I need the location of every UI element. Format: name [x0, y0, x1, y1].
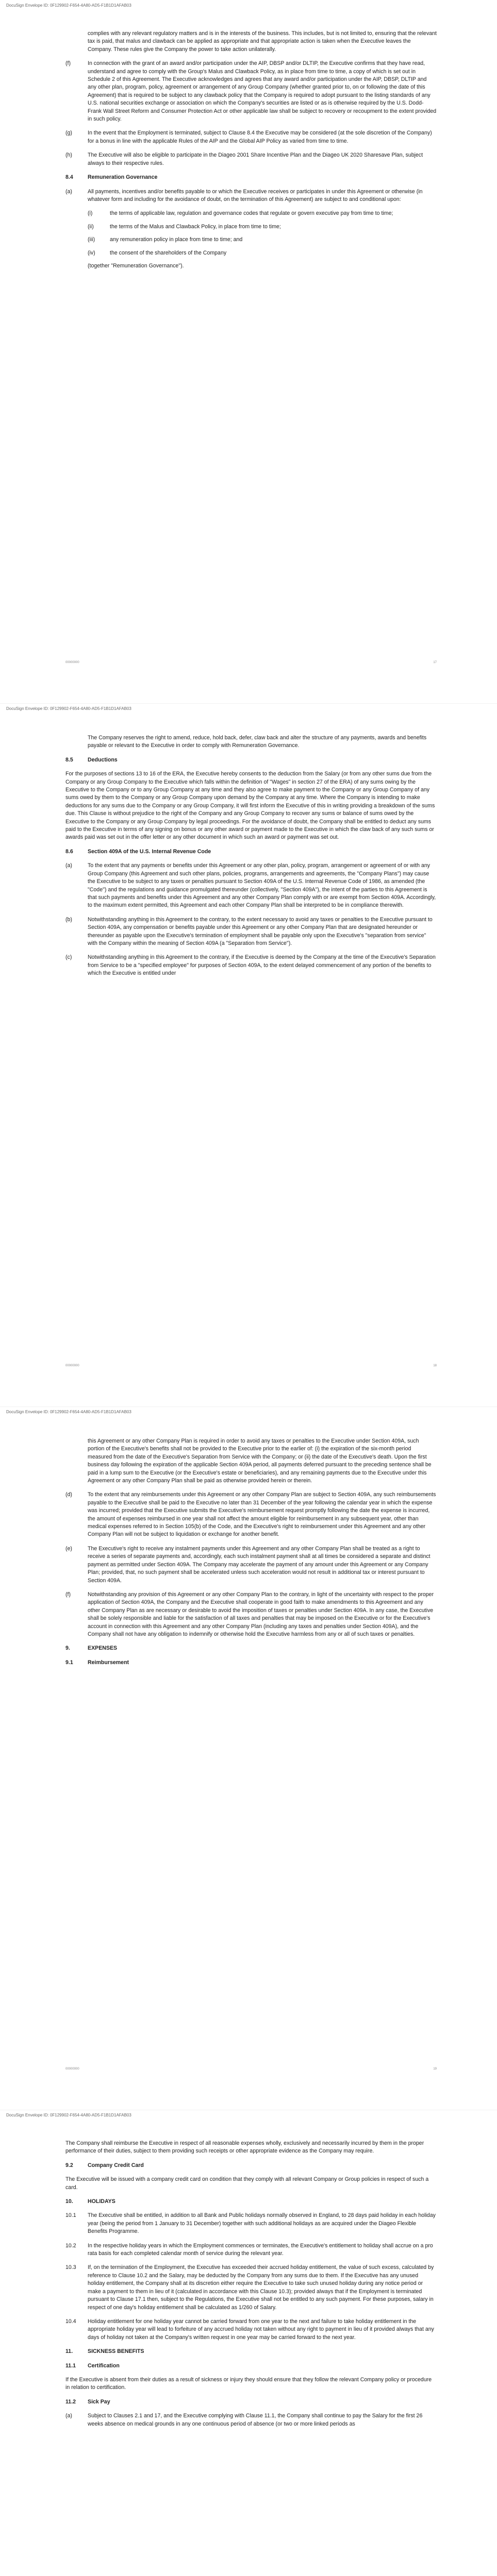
- clause-b: (b) Notwithstanding anything in this Agreement to the contrary, to the extent necessary to avoid any taxes or penalties to the Executive pursuant to Section 409A, any compensation or benefits payable under this Agreement or any other Company Plan that are designated hereunder or thereunder as payable upon the Executive's termination of employment shall be payable only upon the Executive's "separation from service" with the Company within the meaning of Section 409A (a "Separation from Service").: [65, 916, 433, 946]
- page-1: [0, 0, 497, 703]
- clause-10-1: 10.1 The Executive shall be entitled, in addition to all Bank and Public holidays normally observed in England, to 28 days paid holiday in each holiday year (being the period from 1 January to 31 December) together with such additional holidays as are acquired under the Diageo Flexible Benefits Programme.: [65, 2212, 436, 2235]
- page-3: [0, 1406, 497, 2110]
- section-heading-11-1: 11.1 Certification: [65, 2362, 120, 2369]
- paragraph: If the Executive is absent from their duties as a result of sickness or injury they should ensure that they follow the relevant Company policy or procedure in relation to certification.: [65, 2376, 432, 2391]
- section-heading-8-4: 8.4 Remuneration Governance: [65, 174, 158, 181]
- envelope-id: DocuSign Envelope ID: 0F129902-F654-4A80-AD5-F1B1D1AFAB03: [6, 706, 131, 711]
- footer-code: 00000000: [65, 661, 79, 664]
- page-separator: [0, 703, 497, 704]
- clause-10-3: 10.3 If, on the termination of the Employment, the Executive has exceeded their accrued holiday entitlement, the value of such excess, calculated by reference to Clause 10.2 and the Salary, may be deducted by the Company from any sums due to them. If the Executive has any unused holiday entitlement, the Company shall at its discretion either require the Executive to take such unused holiday during any notice period or make a payment to them in lieu of it (calculated in accordance with this Clause 10.3); provided always that if the Employment is terminated pursuant to Clause 17.1 then, subject to the Regulations, the Executive shall not be entitled to any such payment. For these purposes, salary in respect of one day's holiday entitlement shall be calculated as 1/260 of Salary.: [65, 2264, 434, 2311]
- clause-f: (f) Notwithstanding any provision of this Agreement or any other Company Plan to the contrary, in light of the uncertainty with respect to the proper application of Section 409A, the Company and the Executive shall cooperate in good faith to make amendments to this Agreement and any other Company Plan as are necessary or desirable to avoid the imposition of taxes or penalties under Section 409A. In any case, the Executive shall be solely responsible and liable for the satisfaction of all taxes and penalties that may be imposed on the Executive or for the Executive's account in connection with this Agreement and any other Company Plan (including any taxes and penalties under Section 409A), and the Company shall not have any obligation to indemnify or otherwise hold the Executive harmless from any or all of such taxes or penalties.: [65, 1591, 434, 1637]
- paragraph: this Agreement or any other Company Plan is required in order to avoid any taxes or penalties to the Executive under Section 409A, such portion of the Executive's benefits shall not be provided to the Executive prior to the earlier of: (i) the expiration of the six-month period measured from the date of the Executive's Separation from Service with the Company; or (ii) the date of the Executive's death. Upon the first business day following the expiration of the applicable Section 409A period, all payments deferred pursuant to the preceding sentence shall be paid in a lump sum to the Executive (or the Executive's estate or beneficiaries), and any remaining payments due to the Executive under this Agreement or any other Company Plan shall be paid as otherwise provided herein or therein.: [88, 1438, 432, 1484]
- envelope-id: DocuSign Envelope ID: 0F129902-F654-4A80-AD5-F1B1D1AFAB03: [6, 3, 131, 8]
- section-heading-11-2: 11.2 Sick Pay: [65, 2398, 110, 2405]
- section-heading-8-5: 8.5 Deductions: [65, 756, 118, 763]
- page-1-content: [65, 30, 437, 276]
- clause-f: (f) In connection with the grant of an award and/or participation under the AIP, DBSP and/or DLTIP, the Executive confirms that they have read, understand and agree to comply with the Group's Malus and Clawback Policy, as in place from time to time, a copy of which is set out in Schedule 2 of this Agreement. The Executive acknowledges and agrees that any award and/or participation under the AIP, DBSP, DLTIP and any other plan, program, policy, agreement or arrangement of any Group Company (whether granted prior to, on or following the date of this Agreement) that is required to be subject to any clawback policy that the Company is required to adopt pursuant to the listing standards of any U.S. national securities exchange or association on which the Company's securities are listed or as is otherwise required by the U.S. Dodd-Frank Wall Street Reform and Consumer Protection Act or other applicable law shall be subject to recovery or recoupment to the extent provided in such policy.: [65, 60, 437, 123]
- page-4: [0, 2110, 497, 2576]
- paragraph: complies with any relevant regulatory matters and is in the interests of the business. This includes, but is not limited to, ensuring that the relevant tax is paid, that malus and clawback can be applied as appropriate and that appropriate action is taken when the Executive leaves the Company. These rules give the Company the power to take action unilaterally.: [88, 30, 437, 53]
- paragraph: The Company shall reimburse the Executive in respect of all reasonable expenses wholly, exclusively and necessarily incurred by them in the proper performance of their duties, subject to them providing such receipts or other appropriate evidence as the Company may require.: [65, 2140, 424, 2155]
- paragraph: For the purposes of sections 13 to 16 of the ERA, the Executive hereby consents to the deduction from the Salary (or from any other sums due from the Company or any Group Company to the Executive which falls within the definition of "Wages" in section 27 of the ERA) of any sums owing by the Executive to the Company or to any Group Company at any time and they also agree to make payment to the Company or any Group Company of any sums owed by them to the Company or any Group Company upon demand by the Company at any time. Where the Company is intending to make deductions for any sums due to the Company or any Group Company, it will first inform the Executive of this in writing providing a breakdown of the sums due. This Clause is without prejudice to the right of the Company and any Group Company to recover any sums or balance of sums owed by the Executive to the Company or any Group Company by legal proceedings. For the avoidance of doubt, the Company shall be entitled to deduct any sums paid to the Executive in terms of any signing on bonus or any other award or payment made to the Executive in which the claw back of any such sums or awards paid was set out in the offer letter or any other document in which such an award or payment was set out.: [65, 771, 435, 841]
- section-heading-9: 9. EXPENSES: [65, 1645, 118, 1652]
- footer-code: 00000000: [65, 2067, 79, 2071]
- section-heading-9-2: 9.2 Company Credit Card: [65, 2162, 144, 2168]
- clause-g: (g) In the event that the Employment is terminated, subject to Clause 8.4 the Executive may be considered (at the sole discretion of the Company) for a bonus in line with the applicable Rules of the AIP and the Global AIP Policy as varied from time to time.: [65, 130, 432, 144]
- clause-h: (h) The Executive will also be eligible to participate in the Diageo 2001 Share Incentive Plan and the Diageo UK 2020 Sharesave Plan, subject always to their respective rules.: [65, 152, 423, 166]
- subclause-iii: (iii) any remuneration policy in place from time to time; and: [88, 236, 243, 243]
- page-number: 19: [433, 2067, 437, 2071]
- section-heading-11: 11. SICKNESS BENEFITS: [65, 2348, 144, 2355]
- clause-a: (a) To the extent that any payments or benefits under this Agreement or any other plan, policy, program, arrangement or agreement of or with any Group Company (this Agreement and such other plans, policies, programs, arrangements and agreements, the "Company Plans") may cause the Executive to be subject to any taxes or penalties pursuant to Section 409A of the U.S. Internal Revenue Code of 1986, as amended (the "Code") and the regulations and guidance promulgated thereunder (collectively, "Section 409A"), the intent of the parties to this Agreement is that such payments and benefits under this Agreement and any other Company Plan comply with or are exempt from Section 409A. Accordingly, to the maximum extent permitted, this Agreement and each other Company Plan shall be interpreted to be in compliance therewith.: [65, 862, 436, 909]
- footer-code: 00000000: [65, 1364, 79, 1367]
- clause-10-2: 10.2 In the respective holiday years in which the Employment commences or terminates, the Executive's entitlement to holiday shall accrue on a pro rata basis for each completed calendar month of service during the relevant year.: [65, 2242, 433, 2257]
- clause-a: (a) All payments, incentives and/or benefits payable to or which the Executive receives or participates in under this Agreement or otherwise (in whatever form and including for the avoidance of doubt, on the termination of this Agreement) are subject to and conditional upon:: [65, 188, 423, 202]
- envelope-id: DocuSign Envelope ID: 0F129902-F654-4A80-AD5-F1B1D1AFAB03: [6, 1410, 131, 1414]
- page-3-content: [65, 1437, 437, 1673]
- subclause-iv: (iv) the consent of the shareholders of the Company: [88, 249, 227, 256]
- page-2: [0, 703, 497, 1406]
- envelope-id: DocuSign Envelope ID: 0F129902-F654-4A80-AD5-F1B1D1AFAB03: [6, 2113, 131, 2117]
- clause-10-4: 10.4 Holiday entitlement for one holiday year cannot be carried forward from one year to the next and failure to take holiday entitlement in the appropriate holiday year will lead to forfeiture of any accrued holiday not taken without any right to payment in lieu of it provided always that any days of holiday not taken at the Company's written request in one year may be carried forward to the next year.: [65, 2318, 434, 2341]
- together-note: (together "Remuneration Governance").: [88, 262, 184, 269]
- page-4-content: [65, 2140, 437, 2434]
- page-2-content: [65, 734, 437, 984]
- page-separator: [0, 1406, 497, 1407]
- subclause-i: (i) the terms of applicable law, regulation and governance codes that regulate or govern executive pay from time to time;: [88, 210, 393, 217]
- page-number: 18: [433, 1364, 437, 1367]
- section-heading-8-6: 8.6 Section 409A of the U.S. Internal Revenue Code: [65, 848, 211, 855]
- clause-c: (c) Notwithstanding anything in this Agreement to the contrary, if the Executive is deemed by the Company at the time of the Executive's Separation from Service to be a "specified employee" for purposes of Section 409A, to the extent delayed commencement of any portion of the benefits to which the Executive is entitled under: [65, 954, 436, 977]
- clause-e: (e) The Executive's right to receive any instalment payments under this Agreement and any other Company Plan shall be treated as a right to receive a series of separate payments and, accordingly, each such instalment payment shall at all times be considered a separate and distinct payment as permitted under Section 409A. The Company may accelerate the payment of any amount under this Agreement or any Company Plan; provided, that, no such payment shall be accelerated unless such acceleration would not result in additional tax or interest pursuant to Section 409A.: [65, 1545, 430, 1584]
- page-number: 17: [433, 661, 437, 664]
- section-heading-9-1: 9.1 Reimbursement: [65, 1659, 129, 1666]
- paragraph: The Company reserves the right to amend, reduce, hold back, defer, claw back and alter the structure of any payments, awards and benefits payable or relevant to the Executive in order to comply with Remuneration Governance.: [88, 735, 427, 749]
- section-heading-10: 10. HOLIDAYS: [65, 2198, 115, 2205]
- clause-a: (a) Subject to Clauses 2.1 and 17, and the Executive complying with Clause 11.1, the Company shall continue to pay the Salary for the first 26 weeks absence on medical grounds in any one continuous period of absence (or two or more linked periods as: [65, 2413, 423, 2427]
- paragraph: The Executive will be issued with a company credit card on condition that they comply with all relevant Company or Group policies in respect of such a card.: [65, 2176, 429, 2191]
- subclause-ii: (ii) the terms of the Malus and Clawback Policy, in place from time to time;: [88, 223, 281, 230]
- clause-d: (d) To the extent that any reimbursements under this Agreement or any other Company Plan are subject to Section 409A, any such reimbursements payable to the Executive shall be paid to the Executive no later than 31 December of the year following the calendar year in which the expense was incurred; provided that the Executive submits the Executive's reimbursement request promptly following the date the expense is incurred, the amount of expenses reimbursed in one year shall not affect the amount eligible for reimbursement in any subsequent year, other than medical expenses referred to in Section 105(b) of the Code, and the Executive's right to reimbursement under this Agreement and any other Company Plan will not be subject to liquidation or exchange for another benefit.: [65, 1492, 436, 1538]
